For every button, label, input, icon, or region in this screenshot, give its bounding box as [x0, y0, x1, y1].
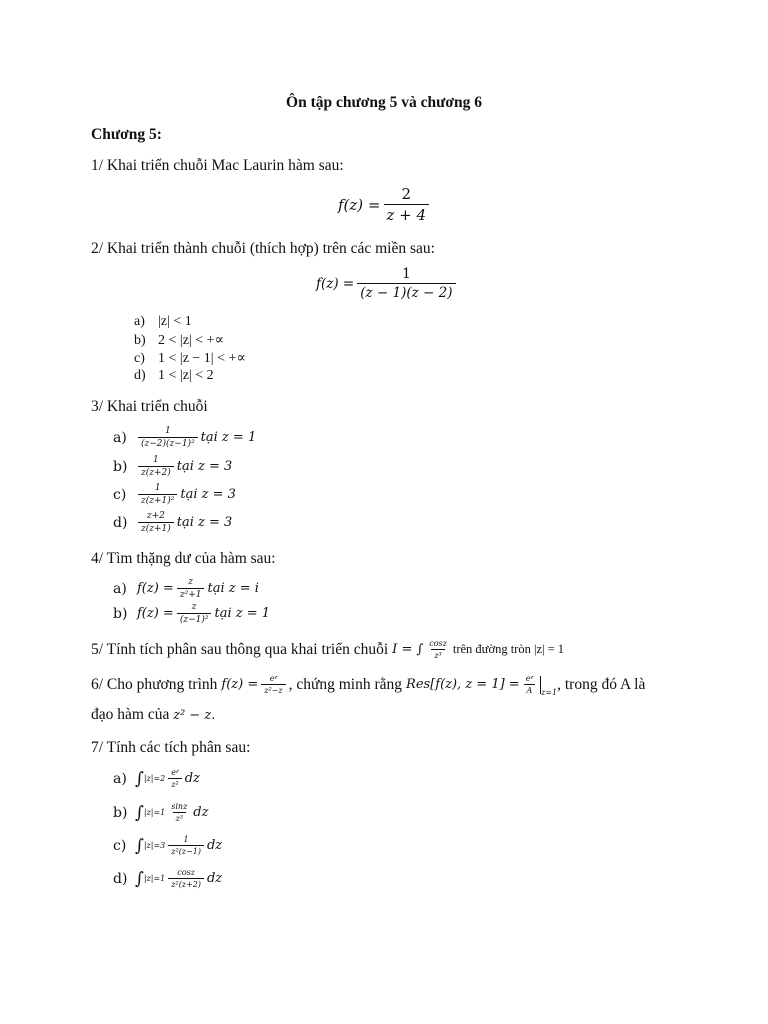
question-1: 1/ Khai triển chuỗi Mac Laurin hàm sau: [91, 157, 344, 174]
q2-num: 1 [402, 266, 411, 282]
list-item: d) ∫ |z|=1 $\frac{\cos z}{\text{z²(z+2)}}$ dz [113, 868, 223, 889]
q7a-fraction: $\frac{\text{eᶻ}}{\text{z²}}$ [168, 768, 181, 789]
list-item: d) 1 < |z| < 2 [134, 368, 214, 383]
q1-formula [338, 185, 432, 224]
q5-fraction: $\frac{\cos z}{\text{z³}}$ [429, 639, 447, 660]
question-3: 3/ Khai triển chuỗi [91, 398, 208, 415]
q4a-fraction: $\frac{z}{\text{z²+1}}$ [177, 577, 205, 600]
list-item: b) f(z) = $\frac{z}{\text{(z−1)²}}$ tại z = 1 [113, 602, 271, 625]
q7b-fraction: $\frac{\sin z}{\text{z³}}$ [171, 802, 188, 823]
question-7: 7/ Tính các tích phân sau: [91, 739, 251, 756]
q4b-fraction: $\frac{z}{\text{(z−1)²}}$ [177, 602, 212, 625]
list-item: b) 2 < |z| < +∝ [134, 333, 224, 348]
list-item: a) $\frac{1}{\text{(z−2)(z−1)²}}$ tại z = 1 [113, 426, 257, 449]
q2-fraction [357, 266, 455, 301]
question-5: 5/ Tính tích phân sau thông qua khai triển chuỗi I = ∫ $\frac{\cos z}{\text{z³}}$ trên đường tròn |z| = 1 [91, 639, 565, 660]
list-item: c) 1 < |z − 1| < +∝ [134, 351, 246, 366]
q2-lhs: f(z) = [316, 275, 355, 292]
q1-lhs: f(z) = [338, 195, 381, 214]
list-item: d) $\frac{z+2}{z(z+1)}$ tại z = 3 [113, 511, 233, 534]
page-title: Ôn tập chương 5 và chương 6 [286, 94, 482, 111]
q1-fraction [384, 185, 430, 224]
list-item: a) ∫ |z|=2 $\frac{\text{eᶻ}}{\text{z²}}$ dz [113, 768, 200, 789]
q1-num: 2 [401, 185, 412, 203]
q6-fraction: $\frac{\text{eᶻ}}{\text{z²−z}}$ [261, 674, 285, 695]
chapter-heading: Chương 5: [91, 126, 162, 143]
q3a-fraction: $\frac{1}{\text{(z−2)(z−1)²}}$ [138, 426, 198, 449]
question-6: 6/ Cho phương trình f(z) = $\frac{\text{eᶻ}}{\text{z²−z}}$ , chứng minh rằng Res[f(z), z = 1] = $\frac{\text{eᶻ}}{A}$ z=1 , trong đó A là [91, 674, 646, 697]
q7d-fraction: $\frac{\cos z}{\text{z²(z+2)}}$ [168, 868, 204, 889]
q3d-fraction: $\frac{z+2}{z(z+1)}$ [138, 511, 174, 534]
list-item: b) $\frac{1}{z(z+2)}$ tại z = 3 [113, 455, 233, 478]
list-item: c) ∫ |z|=3 $\frac{1}{\text{z²(z−1)}}$ dz [113, 835, 223, 856]
q7c-fraction: $\frac{1}{\text{z²(z−1)}}$ [168, 835, 204, 856]
q1-den: z + 4 [384, 204, 430, 224]
list-item: a) |z| < 1 [134, 314, 192, 329]
q3b-fraction: $\frac{1}{z(z+2)}$ [138, 455, 174, 478]
q6-fraction-2: $\frac{\text{eᶻ}}{A}$ [523, 674, 536, 695]
question-6-line-2: đạo hàm của z² − z. [91, 706, 216, 723]
q2-den: (z − 1)(z − 2) [357, 283, 455, 301]
question-4: 4/ Tìm thặng dư của hàm sau: [91, 550, 276, 567]
list-item: a) f(z) = $\frac{z}{\text{z²+1}}$ tại z = i [113, 577, 259, 600]
list-item: b) ∫ |z|=1 $\frac{\sin z}{\text{z³}}$ dz [113, 802, 209, 823]
q3c-fraction: $\frac{1}{\text{z(z+1)²}}$ [138, 483, 177, 506]
list-item: c) $\frac{1}{\text{z(z+1)²}}$ tại z = 3 [113, 483, 236, 506]
question-2: 2/ Khai triển thành chuỗi (thích hợp) trên các miền sau: [91, 240, 435, 257]
q2-formula [316, 266, 459, 301]
